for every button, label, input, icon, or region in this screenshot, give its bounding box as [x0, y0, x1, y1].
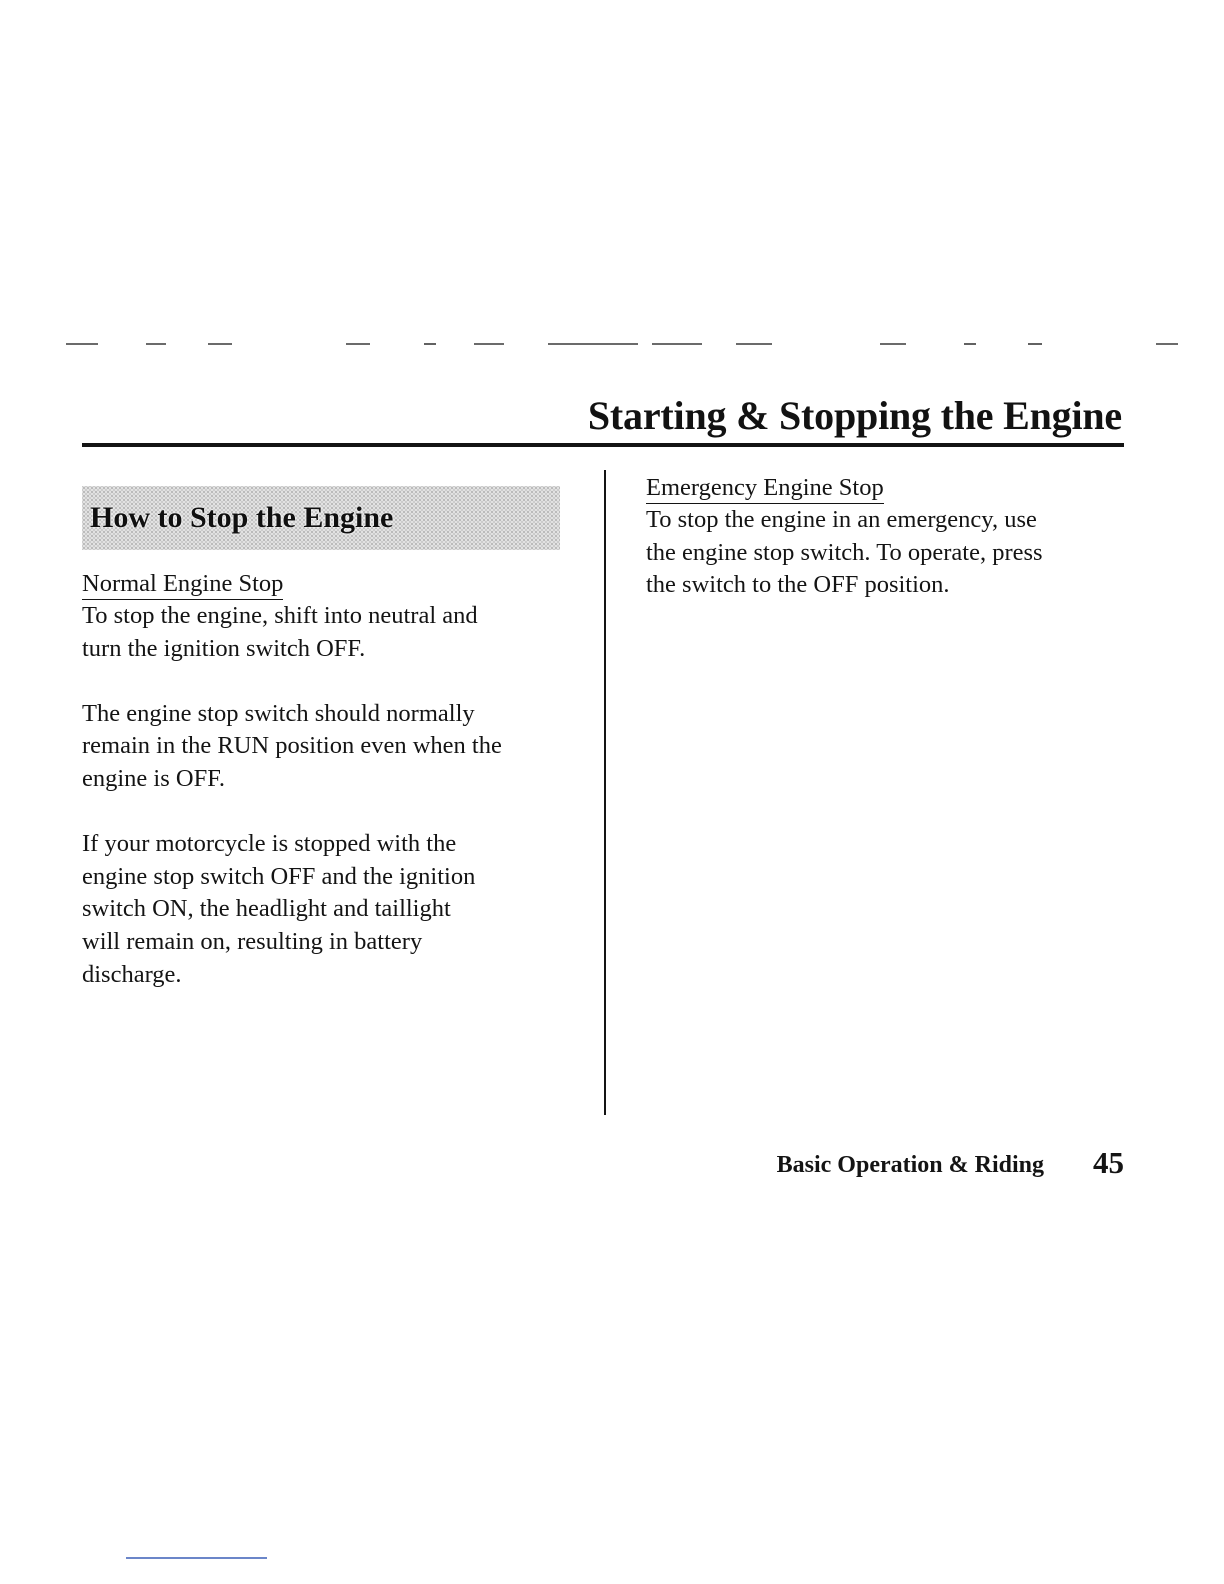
text-line: the switch to the OFF position.	[646, 571, 950, 599]
paragraph	[82, 600, 592, 665]
text-line: remain in the RUN position even when the	[82, 732, 502, 760]
text-line: The engine stop switch should normally	[82, 699, 475, 727]
text-line: To stop the engine, shift into neutral and	[82, 602, 478, 629]
subheading-emergency-engine-stop: Emergency Engine Stop	[646, 472, 884, 504]
right-column	[646, 472, 1116, 602]
section-heading: How to Stop the Engine	[90, 501, 394, 534]
page-title: Starting & Stopping the Engine	[587, 393, 1122, 438]
subheading-normal-engine-stop: Normal Engine Stop	[82, 568, 283, 600]
text-line: turn the ignition switch OFF.	[82, 634, 366, 662]
section-heading-band	[82, 486, 560, 550]
text-line: the engine stop switch. To operate, press	[646, 538, 1043, 566]
paragraph	[82, 828, 592, 991]
text-line: will remain on, resulting in battery	[82, 927, 423, 955]
text-line: engine stop switch OFF and the ignition	[82, 862, 476, 890]
bottom-edge-mark	[126, 1557, 267, 1559]
footer-page-number: 45	[1093, 1145, 1124, 1180]
column-divider	[604, 470, 606, 1115]
left-column	[82, 568, 592, 991]
text-line: discharge.	[82, 960, 182, 988]
text-line: If your motorcycle is stopped with the	[82, 830, 457, 858]
title-rule	[82, 443, 1124, 447]
scan-artifact-dashes	[0, 0, 1224, 360]
text-line: engine is OFF.	[82, 764, 226, 792]
footer-section-name: Basic Operation & Riding	[776, 1152, 1044, 1178]
paragraph	[82, 698, 592, 796]
paragraph	[646, 504, 1116, 602]
text-line: To stop the engine in an emergency, use	[646, 506, 1037, 533]
text-line: switch ON, the headlight and taillight	[82, 895, 451, 923]
